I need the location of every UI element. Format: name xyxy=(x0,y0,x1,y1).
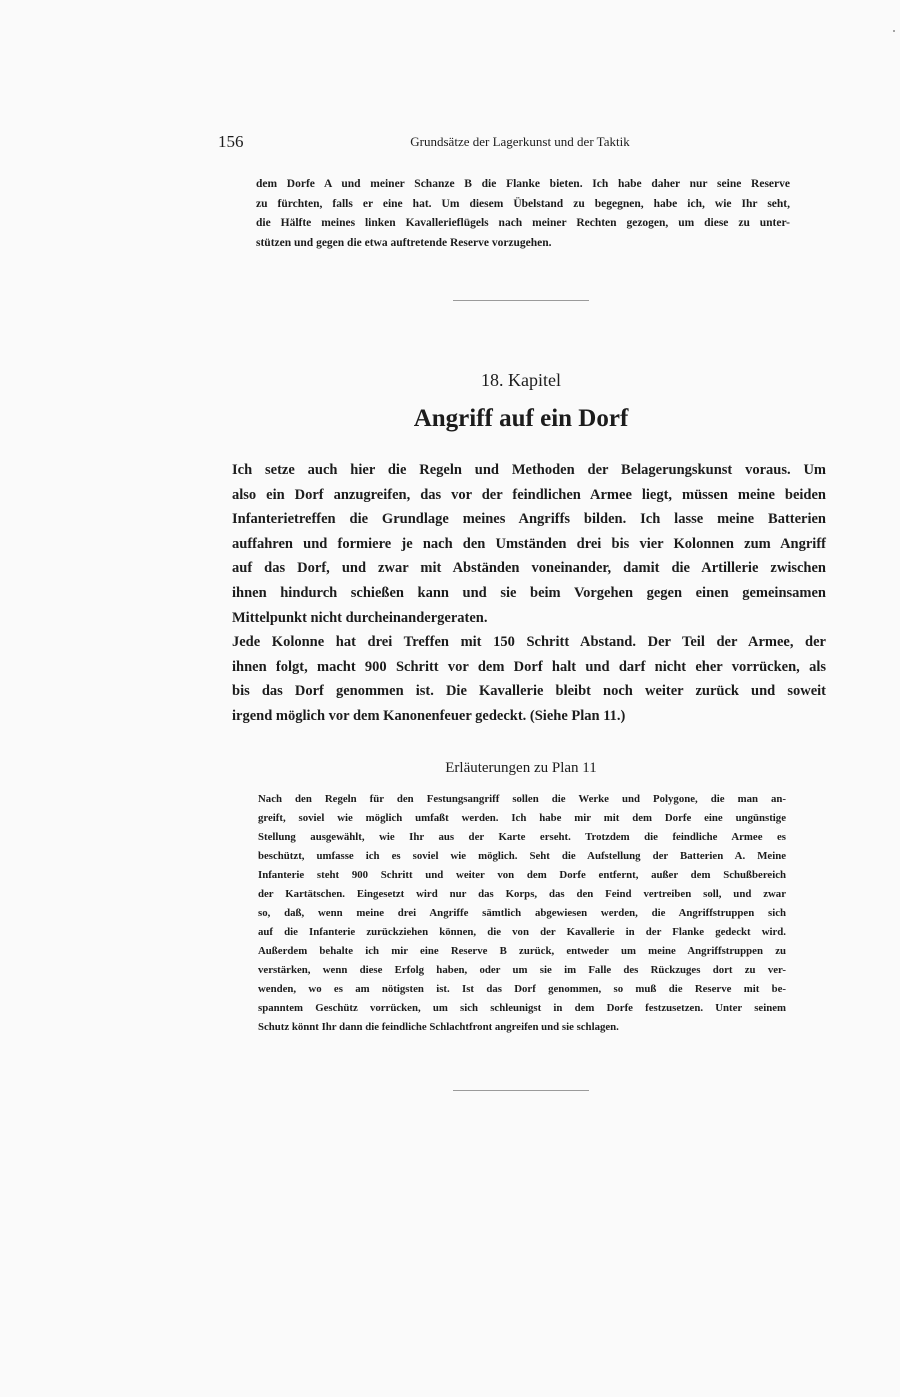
text-line: spanntem Geschütz vorrücken, um sich schleunigst in dem Dorfe festzusetzen. Unter seinem xyxy=(258,1002,786,1014)
text-line: Stellung ausgewählt, wie Ihr aus der Karte erseht. Trotzdem die feindliche Armee es xyxy=(258,831,786,843)
text-line: Ich setze auch hier die Regeln und Methoden der Belagerungskunst voraus. Um xyxy=(232,462,826,478)
divider xyxy=(453,300,589,301)
text-line: zu fürchten, falls er eine hat. Um diesem Übelstand zu begegnen, habe ich, wie Ihr seht, xyxy=(256,197,790,210)
text-line: beschützt, umfasse ich es soviel wie möglich. Seht die Aufstellung der Batterien A. Meine xyxy=(258,850,786,862)
text-line: bis das Dorf genommen ist. Die Kavallerie bleibt noch weiter zurück und soweit xyxy=(232,683,826,700)
text-line: Mittelpunkt nicht durcheinandergeraten. xyxy=(232,609,488,626)
text-line: Infanterietreffen die Grundlage meines Angriffs bilden. Ich lasse meine Batterien xyxy=(232,511,826,528)
explanation-text xyxy=(258,790,786,1037)
page-number: 156 xyxy=(218,132,244,151)
text-line: auffahren und formiere je nach den Umständen drei bis vier Kolonnen zum Angriff xyxy=(232,535,826,552)
text-line: der Kartätschen. Eingesetzt wird nur das Korps, das den Feind vertreiben soll, und zwar xyxy=(258,888,786,900)
text-line: wenden, wo es am nötigsten ist. Ist das Dorf genommen, so muß die Reserve mit be- xyxy=(258,983,786,995)
text-line: dem Dorfe A und meiner Schanze B die Flanke bieten. Ich habe daher nur seine Reserve xyxy=(256,178,790,190)
text-line: irgend möglich vor dem Kanonenfeuer gedeckt. (Siehe Plan 11.) xyxy=(232,707,626,724)
text-line: die Hälfte meines linken Kavallerieflügels nach meiner Rechten gezogen, um diese zu unter- xyxy=(256,217,790,229)
text-line: verstärken, wenn diese Erfolg haben, oder um sie im Falle des Rückzuges dort zu ver- xyxy=(258,964,786,976)
divider xyxy=(453,1090,589,1091)
text-line: Infanterie steht 900 Schritt und weiter von dem Dorfe entfernt, außer dem Schußbereich xyxy=(258,869,786,881)
text-line: stützen und gegen die etwa auftretende Reserve vorzugehen. xyxy=(256,236,552,249)
text-line: so, daß, wenn meine drei Angriffe sämtlich abgewiesen werden, die Angriffstruppen sich xyxy=(258,907,786,919)
text-line: auf die Infanterie zurückziehen können, die von der Kavallerie in der Flanke gedeckt wird. xyxy=(258,926,786,938)
chapter-number: 18. Kapitel xyxy=(481,370,561,390)
chapter-title: Angriff auf ein Dorf xyxy=(413,405,629,432)
text-line: Außerdem behalte ich mir eine Reserve B zurück, entweder um meine Angriffstruppen zu xyxy=(258,945,786,957)
top-paragraph xyxy=(256,175,790,253)
body-text xyxy=(232,458,826,729)
text-line: also ein Dorf anzugreifen, das vor der feindlichen Armee liegt, müssen meine beiden xyxy=(232,486,826,503)
text-line: greift, soviel wie möglich umfaßt werden. Ich habe mir mit dem Dorfe eine ungünstige xyxy=(258,812,786,824)
text-line: Nach den Regeln für den Festungsangriff sollen die Werke und Polygone, die man an- xyxy=(258,793,786,805)
explanation-heading: Erläuterungen zu Plan 11 xyxy=(445,760,597,776)
text-line: Schutz könnt Ihr dann die feindliche Schlachtfront angreifen und sie schlagen. xyxy=(258,1021,619,1033)
scan-speck xyxy=(893,30,895,32)
text-line: ihnen hindurch schießen kann und sie beim Vorgehen gegen einen gemeinsamen xyxy=(232,584,826,601)
text-line: auf das Dorf, und zwar mit Abständen voneinander, damit die Artillerie zwischen xyxy=(232,560,826,577)
text-line: Jede Kolonne hat drei Treffen mit 150 Schritt Abstand. Der Teil der Armee, der xyxy=(232,634,826,651)
text-line: ihnen folgt, macht 900 Schritt vor dem Dorf halt und darf nicht eher vorrücken, als xyxy=(232,658,826,675)
running-title: Grundsätze der Lagerkunst und der Taktik xyxy=(410,134,630,149)
